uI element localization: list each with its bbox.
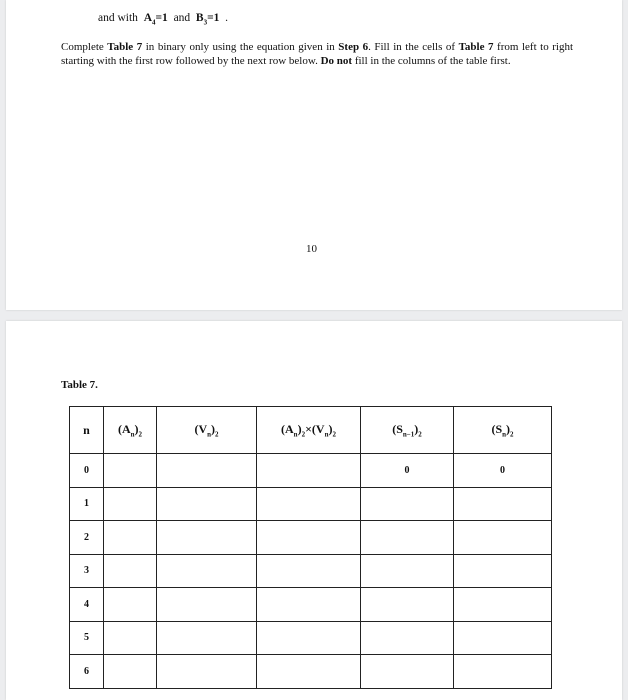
page-number: 10: [306, 243, 317, 255]
cell-v[interactable]: [157, 621, 257, 655]
cell-s[interactable]: [454, 521, 552, 555]
cell-av[interactable]: [257, 554, 361, 588]
cell-av[interactable]: [257, 487, 361, 521]
cell-av[interactable]: [257, 655, 361, 689]
condition-line: [98, 12, 228, 26]
cell-av[interactable]: [257, 521, 361, 555]
condition-suffix: .: [225, 12, 229, 24]
cell-n: 3: [70, 554, 104, 588]
cell-v[interactable]: [157, 655, 257, 689]
cell-v[interactable]: [157, 454, 257, 488]
cell-s[interactable]: [454, 588, 552, 622]
cell-n: 4: [70, 588, 104, 622]
header-a-times-v: $(A_n)_2\times(V_n)_2$: [257, 407, 361, 454]
table-caption: Table 7.: [61, 379, 98, 391]
cell-n: 2: [70, 521, 104, 555]
cell-s[interactable]: [454, 621, 552, 655]
cell-v[interactable]: [157, 487, 257, 521]
condition-a: $A_4=1$: [143, 12, 168, 27]
cell-av[interactable]: [257, 621, 361, 655]
cell-v[interactable]: [157, 554, 257, 588]
table-row: [70, 554, 552, 588]
cell-s-prev[interactable]: [361, 487, 454, 521]
table-7: [69, 406, 552, 689]
cell-s-prev[interactable]: [361, 554, 454, 588]
cell-a[interactable]: [104, 588, 157, 622]
instruction-paragraph: Complete Table 7 in binary only using the equation given in Step 6. Fill in the cells of Table 7 from left to right starting with the first row followed by the next row below. Do not fill in the columns of the table first.: [61, 41, 573, 67]
table-row: [70, 655, 552, 689]
cell-a[interactable]: [104, 621, 157, 655]
cell-n: 6: [70, 655, 104, 689]
cell-a[interactable]: [104, 554, 157, 588]
header-s: $(S_n)_2$: [454, 407, 552, 454]
cell-v[interactable]: [157, 588, 257, 622]
header-s-prev: $(S_{n-1})_2$: [361, 407, 454, 454]
document-page-1: [6, 0, 622, 310]
table-row: [70, 454, 552, 488]
cell-s[interactable]: 0: [454, 454, 552, 488]
cell-s-prev[interactable]: [361, 588, 454, 622]
header-n: n: [70, 407, 104, 454]
cell-s[interactable]: [454, 554, 552, 588]
document-page-2: [6, 321, 622, 700]
cell-s[interactable]: [454, 487, 552, 521]
cell-a[interactable]: [104, 521, 157, 555]
table-row: [70, 621, 552, 655]
condition-b: $B_3=1$: [195, 12, 220, 27]
condition-prefix: and with: [98, 12, 138, 24]
condition-joiner: and: [173, 12, 191, 24]
cell-av[interactable]: [257, 454, 361, 488]
table-row: [70, 588, 552, 622]
cell-a[interactable]: [104, 655, 157, 689]
cell-n: 5: [70, 621, 104, 655]
cell-s-prev[interactable]: [361, 521, 454, 555]
cell-s[interactable]: [454, 655, 552, 689]
cell-a[interactable]: [104, 454, 157, 488]
table-row: [70, 487, 552, 521]
table-row: [70, 521, 552, 555]
cell-a[interactable]: [104, 487, 157, 521]
header-v: $(V_n)_2$: [157, 407, 257, 454]
header-a: $(A_n)_2$: [104, 407, 157, 454]
cell-n: 0: [70, 454, 104, 488]
cell-s-prev[interactable]: [361, 621, 454, 655]
cell-n: 1: [70, 487, 104, 521]
cell-v[interactable]: [157, 521, 257, 555]
cell-s-prev[interactable]: 0: [361, 454, 454, 488]
cell-av[interactable]: [257, 588, 361, 622]
cell-s-prev[interactable]: [361, 655, 454, 689]
table-header-row: [70, 407, 552, 454]
